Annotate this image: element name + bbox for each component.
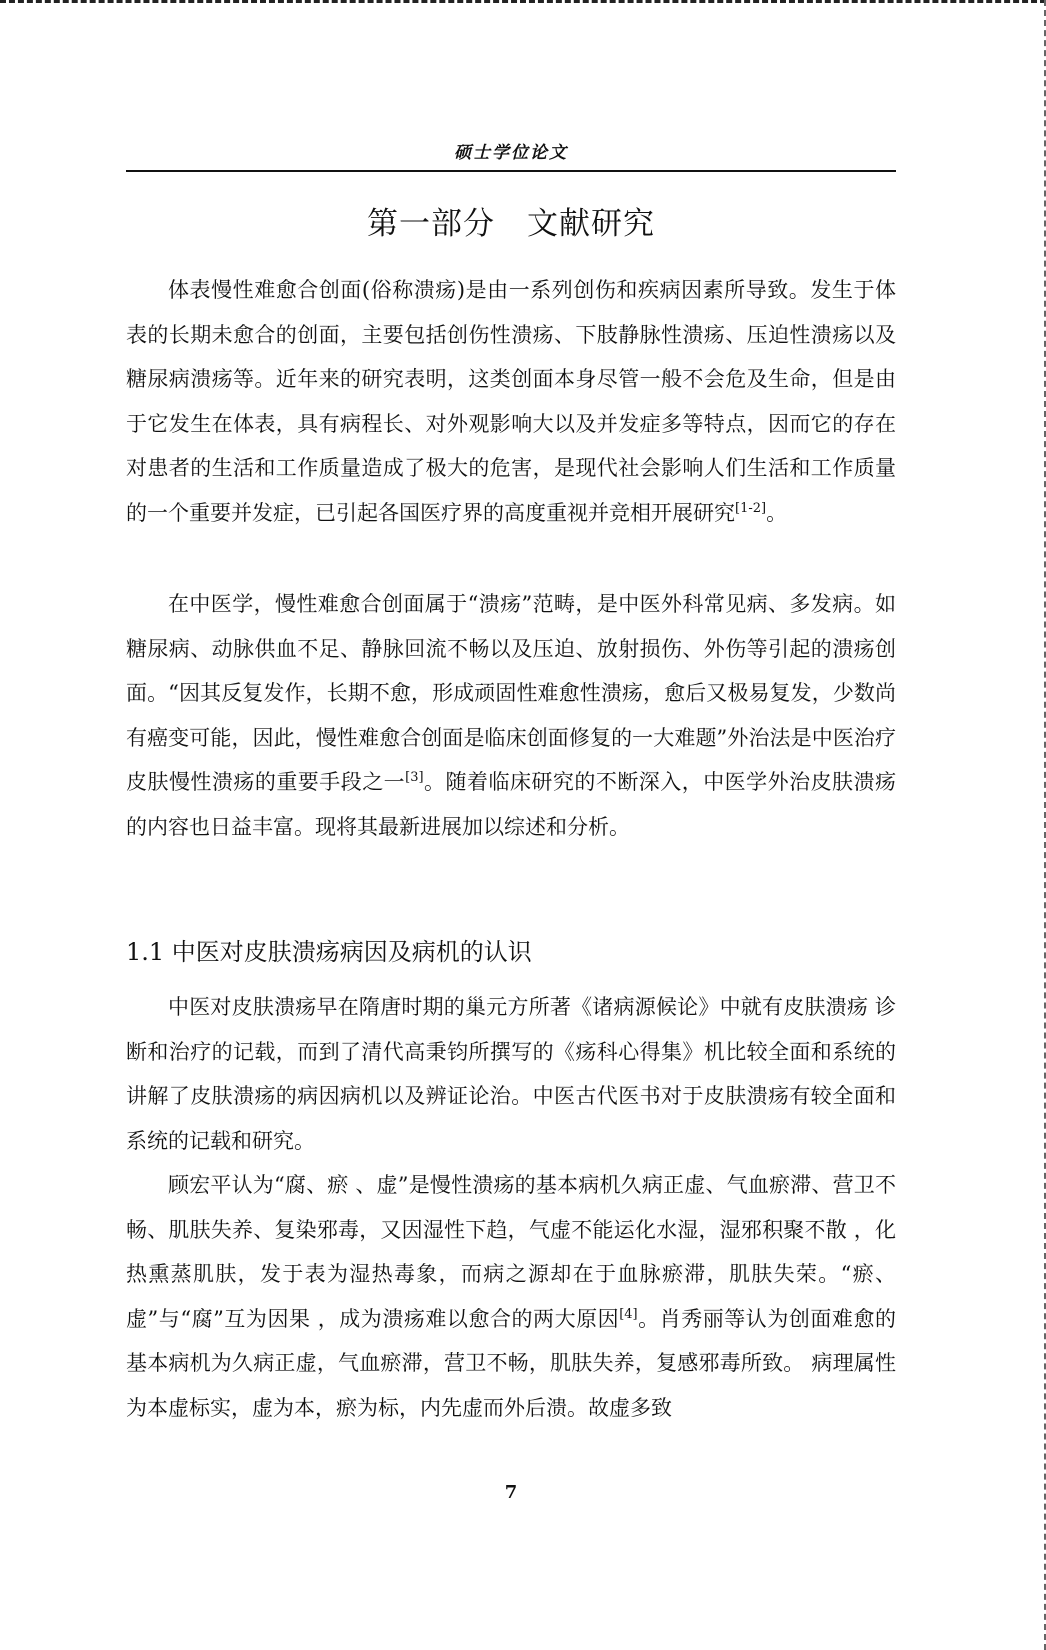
header-rule [126, 170, 896, 172]
paragraph-tcm-view-tail: 。随着临床研究的不断深入，中医学外治皮肤溃疡的内容也日益丰富。现将其最新进展加以综述和分析。 [126, 770, 896, 839]
scan-edge-right [1040, 0, 1046, 1650]
paragraph-tcm-view-text: 在中医学，慢性难愈合创面属于“溃疡”范畴，是中医外科常见病、多发病。如糖尿病、动脉供血不足、静脉回流不畅以及压迫、放射损伤、外伤等引起的溃疡创面。“因其反复发作，长期不愈，形成顽固性难愈性溃疡，愈后又极易复发，少数尚有癌变可能，因此，慢性难愈合创面是临床创面修复的一大难题”外治法是中医治疗皮肤慢性溃疡的重要手段之一 [126, 592, 896, 794]
page-number: 7 [504, 1482, 518, 1503]
chapter-title: 第一部分 文献研究 [367, 206, 655, 242]
paragraph-pathogenesis-tail: 。肖秀丽等认为创面难愈的基本病机为久病正虚，气血瘀滞，营卫不畅，肌肤失养，复感邪毒所致。 病理属性为本虚标实，虚为本，瘀为标，内先虚而外后溃。故虚多致 [126, 1306, 896, 1420]
citation-1-2: [1-2] [735, 500, 767, 516]
section-heading-1-1: 1.1 中医对皮肤溃疡病因及病机的认识 [126, 938, 532, 966]
paragraph-pathogenesis [126, 1163, 896, 1430]
scan-edge-top [0, 0, 1046, 6]
paragraph-intro [126, 268, 896, 535]
paragraph-intro-tail: 。 [766, 500, 788, 525]
paragraph-intro-text: 体表慢性难愈合创面(俗称溃疡)是由一系列创伤和疾病因素所导致。发生于体表的长期未愈合的创面，主要包括创伤性溃疡、下肢静脉性溃疡、压迫性溃疡以及糖尿病溃疡等。近年来的研究表明，这类创面本身尽管一般不会危及生命，但是由于它发生在体表，具有病程长、对外观影响大以及并发症多等特点，因而它的存在对患者的生活和工作质量造成了极大的危害，是现代社会影响人们生活和工作质量的一个重要并发症，已引起各国医疗界的高度重视并竞相开展研究 [126, 278, 896, 525]
paragraph-history [126, 985, 896, 1163]
citation-3: [3] [405, 770, 424, 785]
paragraph-history-text: 中医对皮肤溃疡早在隋唐时期的巢元方所著《诸病源候论》中就有皮肤溃疡 诊断和治疗的记载，而到了清代高秉钧所撰写的《疡科心得集》机比较全面和系统的讲解了皮肤溃疡的病因病机以及辨证论治。中医古代医书对于皮肤溃疡有较全面和系统的记载和研究。 [126, 995, 896, 1153]
running-header: 硕士学位论文 [454, 143, 568, 163]
citation-4: [4] [619, 1306, 638, 1322]
paragraph-tcm-view [126, 582, 896, 849]
paragraph-pathogenesis-text: 顾宏平认为“腐、瘀 、虚”是慢性溃疡的基本病机久病正虚、气血瘀滞、营卫不畅、肌肤失养、复染邪毒，又因湿性下趋，气虚不能运化水湿，湿邪积聚不散 ，化热熏蒸肌肤，发于表为湿热毒象，而病之源却在于血脉瘀滞，肌肤失荣。“瘀、虚”与“腐”互为因果 ，成为溃疡难以愈合的两大原因 [126, 1173, 896, 1331]
